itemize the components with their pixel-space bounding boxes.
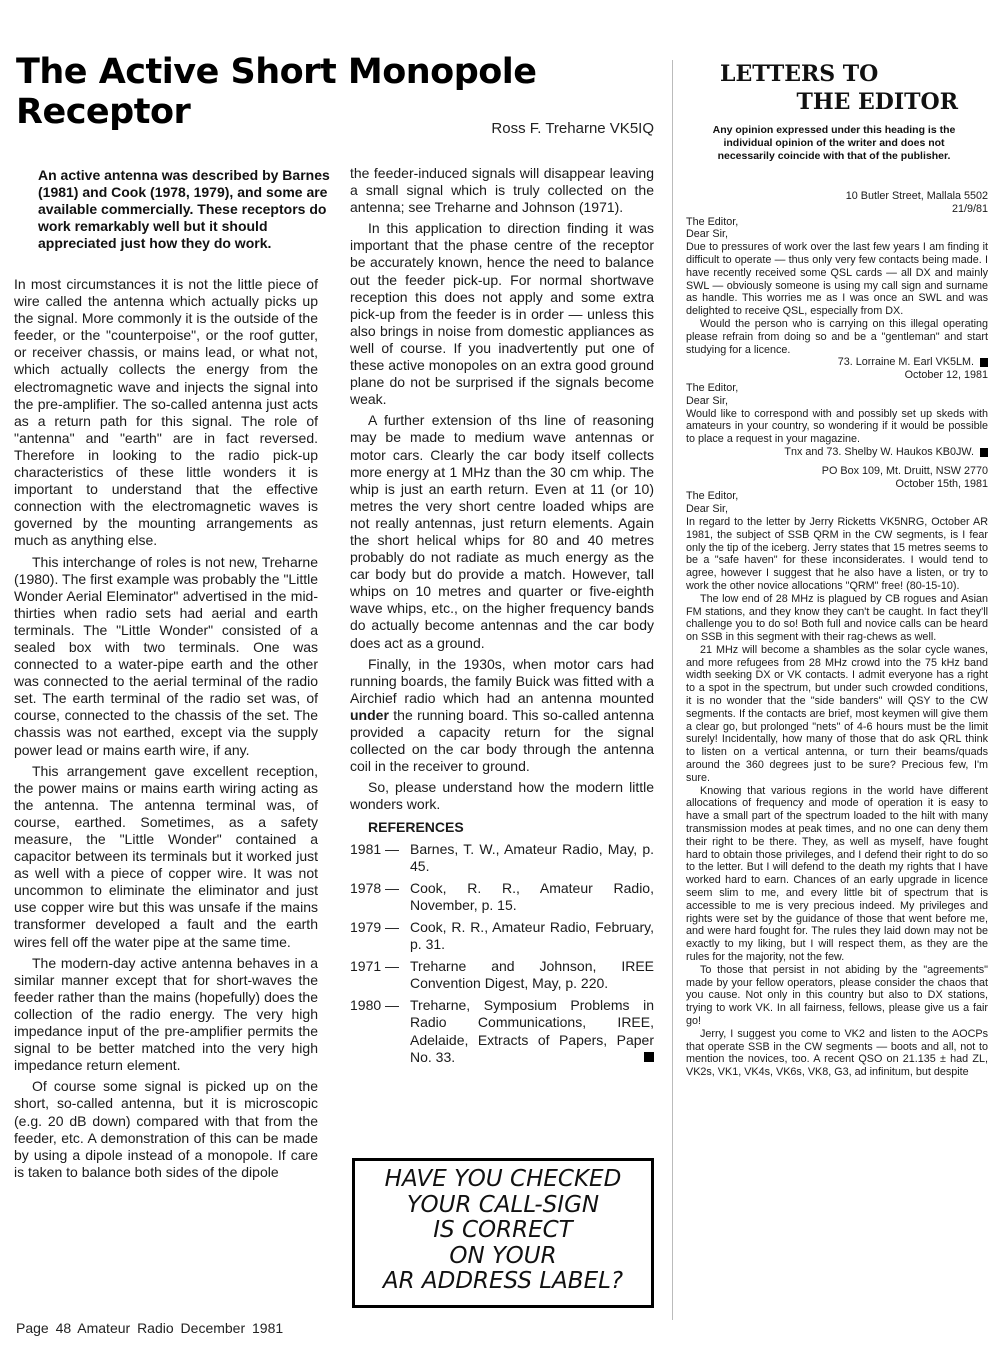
paragraph: The modern-day active antenna behaves in a similar manner except that for short-waves the feeder rather than the mains (hopefully) does the collection of the radio energy. The very high impedance input of the pre-amplifier permits the signal to be better matched into the very high impedance return element. (14, 954, 318, 1074)
callsign-line: IS CORRECT (433, 1217, 573, 1243)
reference-text-run: Treharne, Symposium Problems in Radio Communications, IREE, Adelaide, Extracts of Papers, Paper No. 33. (410, 997, 654, 1065)
reference-item (350, 919, 654, 953)
text-run: Finally, in the 1930s, when motor cars had running boards, the family Buick was fitted with a Airchief radio which had an antenna mounted (350, 655, 654, 706)
references-heading: REFERENCES (368, 819, 464, 836)
reference-text: Cook, R. R., Amateur Radio, November, p. 15. (410, 879, 654, 913)
letter-paragraph: Knowing that various regions in the world have different allocations of frequency and mode of operation it is easy to have a small part of the spectrum loaded to the hilt with many transmission modes at peak times, and no one can deny them their right to be there. They, as well as myself, have fought hard to obtain those privileges, and I defend their right to do so to the letter. But I will defend to the death my rights that I have worked hard to earn. Chances of an early upgrade in licence seem slim to me, and every little bit of spectrum that is accessible to me is very precious indeed. My privileges and rights were set by the guidance of those that went before me, and were hard fought for. The rules they laid down may not be exactly to my liking, but I will respect them, as they are the rules for the majority, not the few. (686, 784, 988, 964)
letter-date: October 15th, 1981 (895, 477, 988, 490)
letter-salutation: Dear Sir, (686, 394, 729, 407)
letter-to: The Editor, (686, 381, 739, 394)
reference-item (350, 997, 654, 1065)
reference-year: 1980 — (350, 997, 400, 1014)
text-run: the running board. This so-called antenna provided a capacity return for the signal collected on the car body through the antenna coil in the receiver to ground. (350, 706, 654, 775)
article-abstract: An active antenna was described by Barnes (1981) and Cook (1978, 1979), and some are available commercially. These receptors do work remarkably well but it should appreciated just how they do work. (38, 167, 330, 251)
end-mark-icon (980, 448, 988, 457)
letter-paragraph: Would the person who is carrying on this illegal operating please refrain from doing so and be a "gentleman" and start studying for a licence. (686, 317, 988, 356)
letter-to: The Editor, (686, 490, 739, 503)
reference-year: 1981 — (350, 840, 400, 857)
letter-signoff-text: 73. Lorraine M. Earl VK5LM. (837, 356, 974, 369)
reference-text: Barnes, T. W., Amateur Radio, May, p. 45. (410, 840, 654, 874)
reference-year: 1979 — (350, 918, 400, 935)
paragraph: This interchange of roles is not new, Treharne (1980). The first example was probably the "Little Wonder Aerial Eleminator" advertised in the mid-thirties when radio sets had aerial and earth terminals. The "Little Wonder" consisted of a sealed box with two terminals. One was connected to a water-pipe earth and the other was connected to the aerial terminal of the radio set. The earth terminal of the radio set was, of course, connected to the chassis of the set. The chassis was not earthed, except via the supply power lead or mains earth wire, if any. (14, 553, 318, 758)
letter-address: 10 Butler Street, Mallala 5502 (845, 190, 988, 202)
letter-paragraph: Would like to correspond with and possibly set up skeds with amateurs in your country, so wondering if it would be possible to place a request in your magazine. (686, 407, 988, 446)
reference-item (350, 958, 654, 992)
article-column-2 (350, 165, 654, 1071)
letter-date: 21/9/81 (951, 202, 988, 215)
letter-paragraph: 21 MHz will become a shambles as the solar cycle wanes, and more refugees from 28 MHz crowd into the 75 kHz band width seeking DX or VK contacts. I admit everyone has a right to a spot in the spectrum, but under such crowded conditions, it is no wonder that the "side banders" will QSY to the CW segments. If the contacts are brief, most keymen will give them a clear go, but prolonged "nets" of 4-6 hours must be the limit surely! Incidentally, how many of those that do ask QRL think to listen on a vertical antenna, or turn their beams/quads around the 360 degrees just to be sure? Precious few, I'm sure. (686, 643, 988, 784)
article-byline: Ross F. Treharne VK5IQ (491, 120, 654, 137)
letter-signoff (686, 356, 988, 369)
paragraph: Of course some signal is picked up on the short, so-called antenna, but it is microscopic (e.g. 20 dB down) compared with that from the feeder, etc. A demonstration of this can be made by using a dipole instead of a monopole. If care is taken to balance both sides of the dipole (14, 1078, 318, 1180)
reference-text: Cook, R. R., Amateur Radio, February, p. 31. (410, 918, 654, 953)
letters-title (690, 60, 958, 116)
callsign-line: YOUR CALL-SIGN (406, 1191, 600, 1218)
letter-address: PO Box 109, Mt. Druitt, NSW 2770 (821, 464, 988, 477)
page-footer: Page 48 Amateur Radio December 1981 (16, 1320, 284, 1336)
letter-signoff (686, 446, 988, 459)
letter-paragraph: To those that persist in not abiding by the "agreements" made by your fellow operators, please consider the chaos that you cause. Not only in this country but also to DX stations, trying to work VK. In all fairness, fellows, please give us a fair go! (686, 963, 988, 1027)
callsign-line: HAVE YOU CHECKED (384, 1166, 622, 1192)
letters-title-line: THE EDITOR (796, 89, 958, 115)
paragraph: In this application to direction finding it was important that the phase centre of the receptor be accurately known, hence the need to balance out the feeder pick-up. For normal shortwave reception this does not apply and some extra pick-up from the feeder is in order — unless this also brings in noise from domestic appliances as well of course. If you inadvertently put one of these active monopoles on an extra good ground plane do not be surprised if the signals become weak. (350, 220, 654, 408)
end-mark-icon (644, 1052, 654, 1062)
reference-year: 1971 — (350, 958, 400, 975)
callsign-line: AR ADDRESS LABEL? (382, 1268, 624, 1294)
reference-item (350, 841, 654, 875)
emphasis: under (350, 706, 389, 723)
callsign-reminder-box (352, 1158, 654, 1308)
reference-text: Treharne and Johnson, IREE Convention Digest, May, p. 220. (410, 958, 654, 992)
letters-disclaimer: Any opinion expressed under this heading is the individual opinion of the writer and does not necessarily coincide with that of the publisher. (712, 124, 956, 163)
column-divider (672, 60, 673, 1320)
paragraph: the feeder-induced signals will disappear leaving a small signal which is truly collected on the antenna; see Treharne and Johnson (1971). (350, 165, 654, 216)
letter-paragraph: Due to pressures of work over the last few years I am finding it difficult to operate — thus only very few contacts being made. I have recently received some QSL cards — all DX and mainly SWL — obviously someone is using my call sign and surname as handle. This worries me as I was once an SWL and was delighted to receive QSL, especially from DX. (686, 241, 988, 318)
letters-title-line: LETTERS TO (720, 61, 879, 87)
letter-salutation: Dear Sir, (686, 503, 729, 516)
letters-column (686, 190, 988, 1079)
letter-paragraph: The low end of 28 MHz is plagued by CB rogues and Asian FM stations, and they know they can't be caught. In fact they'll challenge you to do so! Both full and novice calls can be heard on SSB in this segment with their rag-chews as well. (686, 592, 988, 644)
letter-paragraph: In regard to the letter by Jerry Ricketts VK5NRG, October AR 1981, the subject of SSB QRM in the CW segments, is I fear only the tip of the iceberg. Jerry states that 15 metres seems to be a "safe haven" for these inconsiderates. I would tend to agree, however I suggest that he also have a listen, or try to work the other novice allocations "QRM" free! (80-15-10). (686, 515, 988, 592)
letter-salutation: Dear Sir, (686, 228, 729, 241)
reference-text (410, 997, 654, 1065)
letter-date: October 12, 1981 (904, 369, 988, 382)
article-title: The Active Short Monopole Receptor (16, 52, 537, 132)
paragraph: A further extension of ths line of reasoning may be made to medium wave antennas or motor cars. Clearly the car body itself collects more energy at 1 MHz than the 30 cm whip. The whip is just an earth return. Even at 11 (or 10) metres the very short centre loaded whips are not really antennas, just return elements. Again the short helical whips for 80 and 40 metres probably do not radiate as much energy as the car body but do provide a match. However, tall whips on 10 metres and quarter or five-eighth wave whips, etc., on the higher frequency bands do actually become antennas and the car body does act as a ground. (350, 412, 654, 651)
reference-year: 1978 — (350, 879, 400, 896)
letter-paragraph: Jerry, I suggest you come to VK2 and listen to the AOCPs that operate SSB in the CW segments — boots and all, not to mention the novices, too. A recent QSO on 21.135 ± had ZL, VK2s, VK1, VK4s, VK6s, VK8, G3, ad infinitum, but despite (686, 1027, 988, 1079)
end-mark-icon (980, 358, 988, 367)
paragraph: In most circumstances it is not the little piece of wire called the antenna which actually picks up the signal. More commonly it is the outside of the feeder, or the "counterpoise", or the roof gutter, or receiver chassis, or mains lead, or what not, which actually collects the energy from the electromagnetic wave and injects the signal into the pre-amplifier. The so-called antenna just acts as a return path for this signal. The role of "antenna" and "earth" are in fact reversed. Therefore in looking to the radio pick-up characteristics of these little wonders it is important to understand that the effective connection with the electromagnetic waves is governed by the mounting arrangements as much as anything else. (14, 276, 318, 549)
paragraph: This arrangement gave excellent reception, the power mains or mains earth wiring acting as the antenna. The antenna terminal was, of course, earthed. Sometimes, as a safety measure, the "Little Wonder" contained a capacitor between its terminals but it worked just as well with a piece of copper wire. It was not uncommon to eliminate the eliminator and just use copper wire but this was unsafe if the mains transformer developed a fault and the earth wires fell off the water pipe at the same time. (14, 762, 318, 950)
letter-signoff-text: Tnx and 73. Shelby W. Haukos KB0JW. (784, 445, 974, 458)
reference-item (350, 880, 654, 914)
article-column-1 (14, 276, 318, 1185)
paragraph-finally (350, 656, 654, 776)
letter-to: The Editor, (686, 215, 739, 228)
callsign-line: ON YOUR (449, 1242, 557, 1269)
paragraph: So, please understand how the modern little wonders work. (350, 779, 654, 813)
